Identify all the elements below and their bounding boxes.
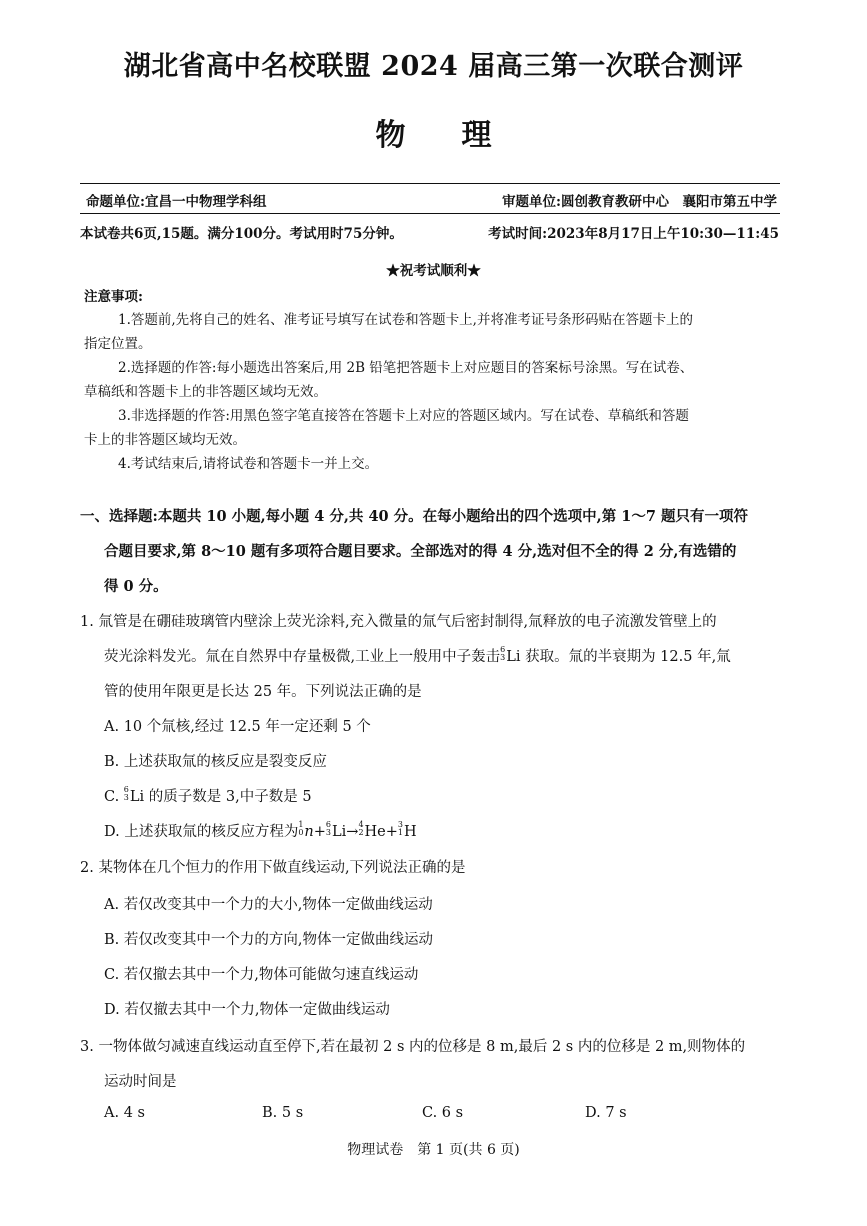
notice-item-3-line-1: 3.非选择题的作答:用黑色签字笔直接答在答题卡上对应的答题区域内。写在试卷、草稿纸和答题 xyxy=(118,408,689,424)
question-1-option-d xyxy=(104,820,417,841)
notice-item-2-line-1: 2.选择题的作答:每小题选出答案后,用 2B 铅笔把答题卡上对应题目的答案标号涂黑。写在试卷、 xyxy=(118,360,694,376)
lithium-nuclide-symbol: 6 3 xyxy=(123,785,129,802)
option-c-text: Li 的质子数是 3,中子数是 5 xyxy=(129,789,312,805)
lithium-arrow: Li→ xyxy=(332,824,359,840)
question-3-option-d: D. 7 s xyxy=(585,1105,627,1121)
question-1-line-2-text: 荧光涂料发光。氚在自然界中存量极微,工业上一般用中子轰击 xyxy=(104,649,501,665)
question-2-option-c: C. 若仅撤去其中一个力,物体可能做匀速直线运动 xyxy=(104,967,419,983)
reviewer-info: 审题单位:圆创教育教研中心 襄阳市第五中学 xyxy=(502,194,777,210)
subject-char-1: 物 xyxy=(375,118,406,153)
question-3-option-b: B. 5 s xyxy=(262,1105,304,1121)
question-3-line-1: 3. 一物体做匀减速直线运动直至停下,若在最初 2 s 内的位移是 8 m,最后 2 s 内的位移是 2 m,则物体的 xyxy=(80,1039,746,1055)
setter-info: 命题单位:宜昌一中物理学科组 xyxy=(86,194,267,210)
question-1-option-a: A. 10 个氚核,经过 12.5 年一定还剩 5 个 xyxy=(104,719,371,735)
notice-item-2-line-2: 草稿纸和答题卡上的非答题区域均无效。 xyxy=(84,384,327,400)
question-3-option-a: A. 4 s xyxy=(104,1105,145,1121)
section-1-intro-line-1: 一、选择题:本题共 10 小题,每小题 4 分,共 40 分。在每小题给出的四个选项中,第 1～7 题只有一项符 xyxy=(80,508,749,525)
notice-heading: 注意事项: xyxy=(84,289,143,305)
tritium-nuclide-symbol: 3 1 xyxy=(397,820,404,837)
notice-item-4: 4.考试结束后,请将试卷和答题卡一并上交。 xyxy=(118,456,379,472)
question-3-line-2: 运动时间是 xyxy=(104,1074,177,1090)
notice-item-3-line-2: 卡上的非答题区域均无效。 xyxy=(84,432,246,448)
option-d-text: D. 上述获取氚的核反应方程为 xyxy=(104,824,299,840)
question-2-option-d: D. 若仅撤去其中一个力,物体一定做曲线运动 xyxy=(104,1002,390,1018)
question-1-line-2 xyxy=(104,645,731,666)
lithium-nuclide-symbol: 6 3 xyxy=(325,820,332,837)
middle-rule xyxy=(80,213,780,214)
notice-item-1-line-2: 指定位置。 xyxy=(84,336,152,352)
question-2-option-b: B. 若仅改变其中一个力的方向,物体一定做曲线运动 xyxy=(104,932,433,948)
question-2-stem: 2. 某物体在几个恒力的作用下做直线运动,下列说法正确的是 xyxy=(80,860,466,876)
question-1-line-3: 管的使用年限更是长达 25 年。下列说法正确的是 xyxy=(104,684,422,700)
subject-char-2: 理 xyxy=(461,118,492,153)
neutron-symbol: 1 0 xyxy=(298,820,304,837)
top-rule xyxy=(80,183,780,184)
exam-time: 考试时间:2023年8月17日上午10:30—11:45 xyxy=(488,226,779,242)
option-c-label: C. xyxy=(104,789,124,805)
question-1-line-1: 1. 氚管是在硼硅玻璃管内壁涂上荧光涂料,充入微量的氚气后密封制得,氚释放的电子流激发管壁上的 xyxy=(80,614,717,630)
section-1-intro-line-3: 得 0 分。 xyxy=(104,578,168,595)
tritium-text: H xyxy=(404,824,417,840)
good-luck-banner: ★祝考试顺利★ xyxy=(386,263,481,279)
question-1-line-2-tail: Li 获取。氚的半衰期为 12.5 年,氚 xyxy=(506,649,731,665)
question-1-option-b: B. 上述获取氚的核反应是裂变反应 xyxy=(104,754,327,770)
plus-sign: + xyxy=(313,824,326,840)
question-1-option-c xyxy=(104,785,312,806)
question-2-option-a: A. 若仅改变其中一个力的大小,物体一定做曲线运动 xyxy=(104,897,433,913)
notice-item-1-line-1: 1.答题前,先将自己的姓名、准考证号填写在试卷和答题卡上,并将准考证号条形码贴在答题卡上的 xyxy=(118,312,693,328)
page-footer: 物理试卷 第 1 页(共 6 页) xyxy=(347,1142,520,1158)
neutron-letter: n xyxy=(304,824,314,840)
lithium-nuclide-symbol: 6 3 xyxy=(500,645,506,662)
exam-title: 湖北省高中名校联盟 2024 届高三第一次联合测评 xyxy=(123,51,744,82)
paper-info: 本试卷共6页,15题。满分100分。考试用时75分钟。 xyxy=(80,226,403,242)
question-3-option-c: C. 6 s xyxy=(422,1105,464,1121)
subject-title xyxy=(0,110,867,154)
helium-text: He+ xyxy=(364,824,398,840)
section-1-intro-line-2: 合题目要求,第 8～10 题有多项符合题目要求。全部选对的得 4 分,选对但不全的得 2 分,有选错的 xyxy=(104,543,737,560)
helium-nuclide-symbol: 4 2 xyxy=(358,820,364,837)
